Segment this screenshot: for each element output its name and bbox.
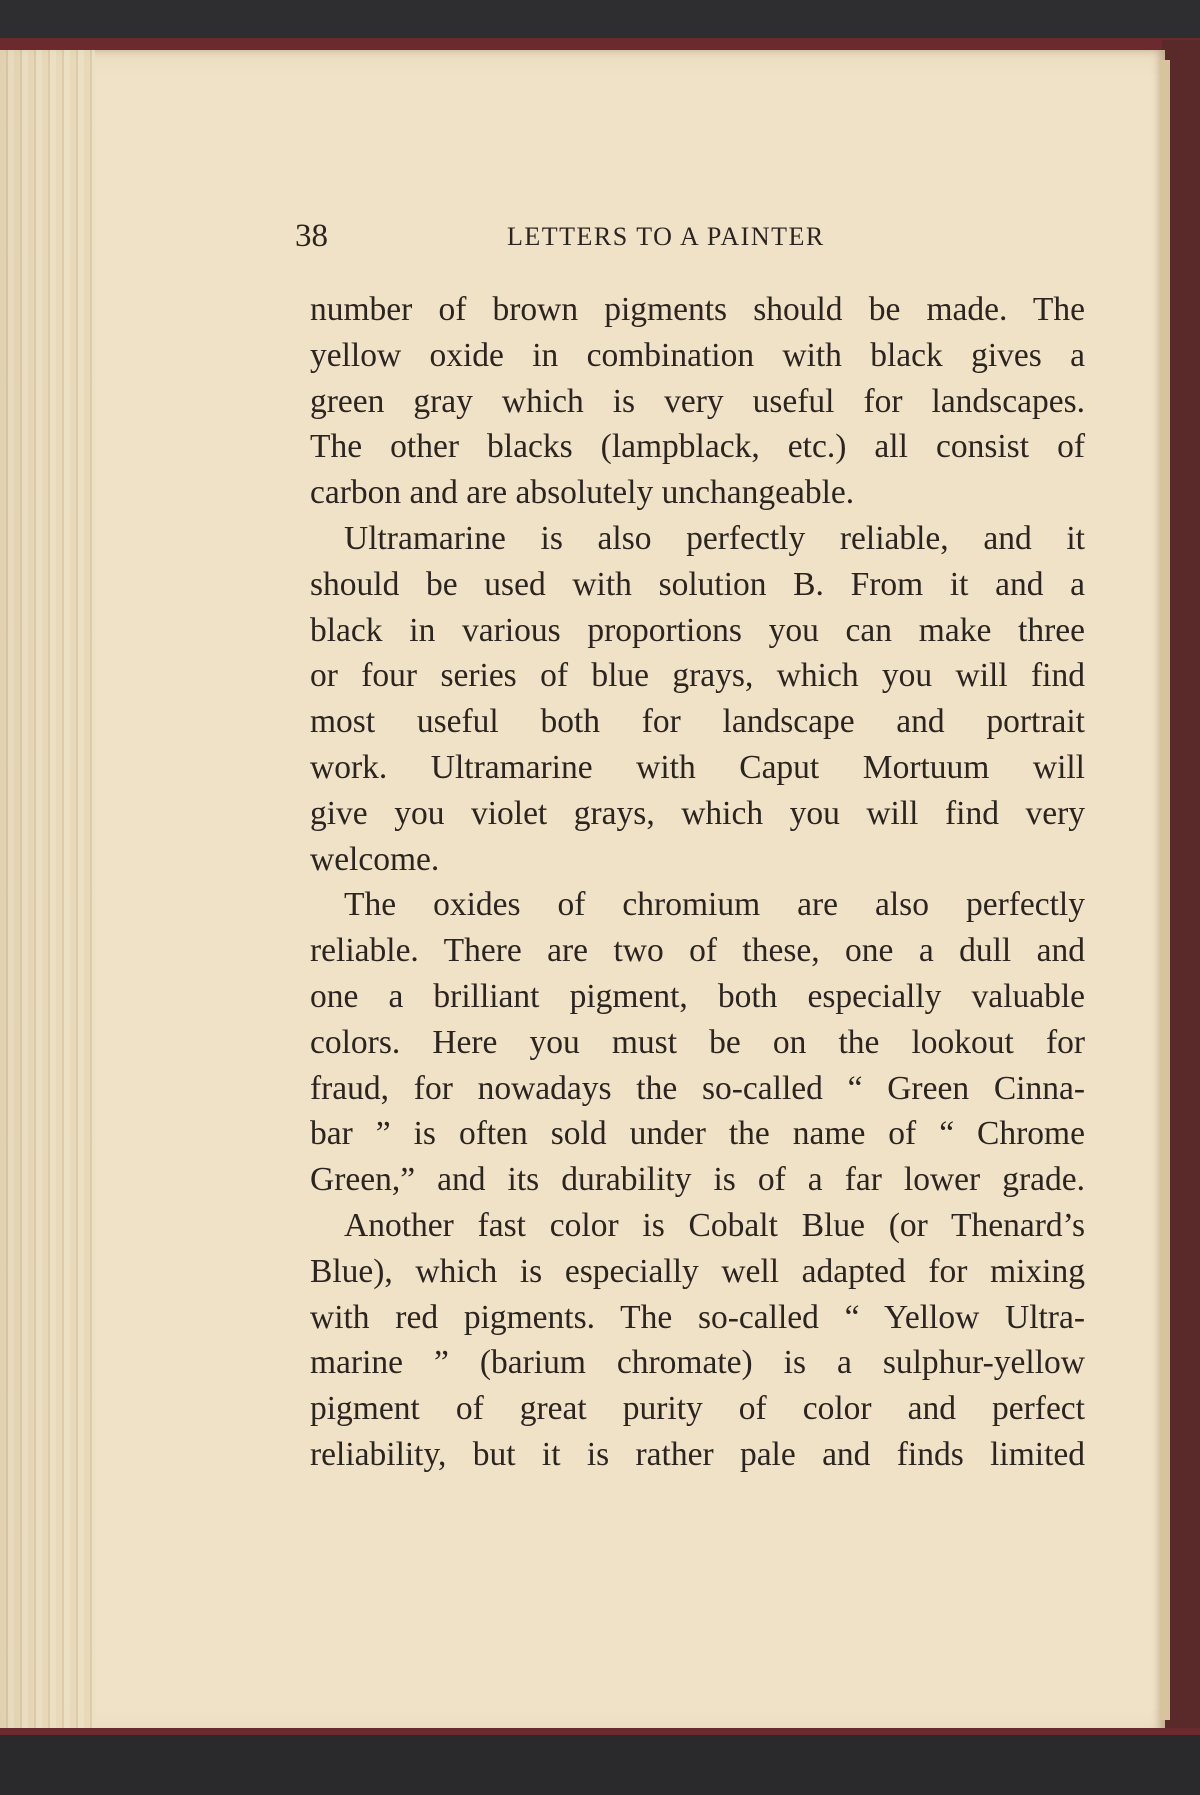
text-line: Another fast color is Cobalt Blue (or Thenard’s [344, 1206, 1085, 1244]
page-edges [0, 50, 95, 1735]
text-line: black in various proportions you can make three [310, 611, 1085, 649]
page-header [295, 218, 895, 258]
text-line: reliability, but it is rather pale and finds limited [310, 1435, 1085, 1473]
text-line: The other blacks (lampblack, etc.) all consist of [310, 428, 1085, 466]
text-line: welcome. [310, 840, 440, 878]
text-line: green gray which is very useful for landscapes. [310, 382, 1085, 420]
text-line: marine ” (barium chromate) is a sulphur-yellow [310, 1344, 1085, 1382]
text-line: reliable. There are two of these, one a dull and [310, 932, 1085, 970]
text-line: colors. Here you must be on the lookout for [310, 1023, 1085, 1061]
paragraph [310, 1203, 1085, 1478]
text-line: should be used with solution B. From it and a [310, 565, 1085, 603]
text-line: or four series of blue grays, which you will find [310, 657, 1085, 695]
paragraph [310, 882, 1085, 1203]
text-line: give you violet grays, which you will find very [310, 794, 1085, 832]
paragraph [310, 516, 1085, 882]
text-line: yellow oxide in combination with black gives a [310, 336, 1085, 374]
text-line: fraud, for nowadays the so-called “ Green Cinna- [310, 1069, 1085, 1107]
page-edge-right [1160, 60, 1170, 1720]
text-line: Ultramarine is also perfectly reliable, and it [344, 519, 1085, 557]
body-text [310, 287, 1085, 1478]
text-line: Green,” and its durability is of a far lower grade. [310, 1161, 1085, 1199]
background-bottom [0, 1735, 1200, 1795]
text-line: bar ” is often sold under the name of “ Chrome [310, 1115, 1085, 1153]
background-top [0, 0, 1200, 40]
text-line: with red pigments. The so-called “ Yellow Ultra- [310, 1298, 1085, 1336]
text-line: carbon and are absolutely unchangeable. [310, 474, 855, 512]
text-line: The oxides of chromium are also perfectly [344, 886, 1085, 924]
text-line: pigment of great purity of color and perfect [310, 1390, 1085, 1428]
page-number: 38 [295, 218, 328, 254]
text-line: number of brown pigments should be made. The [310, 291, 1085, 328]
text-line: most useful both for landscape and portrait [310, 703, 1085, 741]
running-title: LETTERS TO A PAINTER [507, 222, 825, 251]
text-line: one a brilliant pigment, both especially valuable [310, 977, 1085, 1015]
text-line: Blue), which is especially well adapted for mixing [310, 1252, 1085, 1290]
paragraph [310, 287, 1085, 516]
text-line: work. Ultramarine with Caput Mortuum will [310, 748, 1085, 786]
